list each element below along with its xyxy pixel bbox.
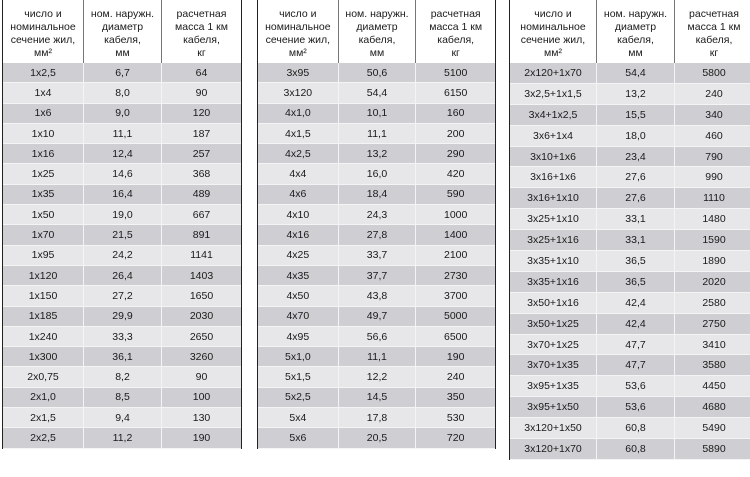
mass-per-km-cell: 1890 — [674, 251, 750, 271]
table-row — [3, 428, 241, 448]
cable-table-3 — [509, 0, 750, 460]
table-row — [510, 355, 750, 376]
cores-section-cell: 5x4 — [289, 411, 307, 424]
mass-per-km-cell: 350 — [415, 388, 495, 407]
table-row — [3, 408, 241, 428]
table-row — [3, 144, 241, 164]
mass-per-km-cell: 530 — [415, 408, 495, 427]
cores-section-cell: 4x2,5 — [284, 147, 311, 160]
mass-per-km-cell: 3410 — [674, 335, 750, 355]
cores-section-cell: 1x25 — [31, 168, 55, 181]
mass-per-km-cell: 2100 — [415, 246, 495, 265]
outer-diameter-cell: 19,0 — [83, 205, 161, 224]
header-outer-diameter: ном. наружн. диаметр кабеля, мм — [83, 0, 161, 63]
outer-diameter-cell: 36,5 — [596, 272, 674, 292]
outer-diameter-cell: 13,2 — [338, 144, 416, 163]
table-row — [258, 266, 495, 286]
table-row — [510, 397, 750, 418]
table-body — [3, 63, 241, 449]
outer-diameter-cell: 8,0 — [83, 83, 161, 102]
mass-per-km-cell: 240 — [674, 84, 750, 104]
outer-diameter-cell: 26,4 — [83, 266, 161, 285]
outer-diameter-cell: 56,6 — [338, 327, 416, 346]
outer-diameter-cell: 16,4 — [83, 185, 161, 204]
cores-section-cell: 2x120+1x70 — [524, 66, 582, 79]
table-row — [3, 286, 241, 306]
outer-diameter-cell: 18,0 — [596, 126, 674, 146]
mass-per-km-cell: 667 — [161, 205, 241, 224]
cores-section-cell: 1x70 — [31, 229, 55, 242]
cores-section-cell: 3x120 — [283, 86, 313, 99]
table-row — [510, 418, 750, 439]
cores-section-cell: 1x240 — [28, 330, 58, 343]
cores-section-cell: 1x16 — [31, 147, 55, 160]
mass-per-km-cell: 187 — [161, 124, 241, 143]
cores-section-cell: 1x185 — [28, 310, 58, 323]
mass-per-km-cell: 489 — [161, 185, 241, 204]
outer-diameter-cell: 14,5 — [338, 388, 416, 407]
table-row — [510, 63, 750, 84]
cores-section-cell: 2x0,75 — [27, 371, 59, 384]
mass-per-km-cell: 190 — [161, 428, 241, 447]
mass-per-km-cell: 2030 — [161, 307, 241, 326]
cores-section-cell: 5x1,0 — [284, 350, 311, 363]
cores-section-cell: 4x1,0 — [284, 107, 311, 120]
outer-diameter-cell: 33,3 — [83, 327, 161, 346]
mass-per-km-cell: 1141 — [161, 246, 241, 265]
table-row — [3, 246, 241, 266]
outer-diameter-cell: 33,7 — [338, 246, 416, 265]
table-row — [3, 388, 241, 408]
table-row — [510, 439, 750, 460]
cores-section-cell: 5x1,5 — [284, 371, 311, 384]
cores-section-cell: 2x1,5 — [30, 411, 56, 424]
cores-section-cell: 3x35+1x16 — [527, 275, 579, 288]
outer-diameter-cell: 21,5 — [83, 225, 161, 244]
mass-per-km-cell: 190 — [415, 347, 495, 366]
table-row — [3, 367, 241, 387]
table-header — [510, 0, 750, 63]
outer-diameter-cell: 53,6 — [596, 397, 674, 417]
mass-per-km-cell: 790 — [674, 147, 750, 167]
header-mass-per-km: расчетная масса 1 км кабеля, кг — [674, 0, 750, 63]
outer-diameter-cell: 49,7 — [338, 307, 416, 326]
outer-diameter-cell: 11,1 — [338, 124, 416, 143]
mass-per-km-cell: 240 — [415, 367, 495, 386]
table-row — [3, 225, 241, 245]
header-mass-per-km: расчетная масса 1 км кабеля, кг — [415, 0, 495, 63]
outer-diameter-cell: 14,6 — [83, 164, 161, 183]
cores-section-cell: 1x4 — [34, 86, 52, 99]
outer-diameter-cell: 27,8 — [338, 225, 416, 244]
cores-section-cell: 3x35+1x10 — [527, 254, 579, 267]
outer-diameter-cell: 12,4 — [83, 144, 161, 163]
table-row — [510, 126, 750, 147]
outer-diameter-cell: 17,8 — [338, 408, 416, 427]
mass-per-km-cell: 420 — [415, 164, 495, 183]
outer-diameter-cell: 42,4 — [596, 314, 674, 334]
mass-per-km-cell: 1400 — [415, 225, 495, 244]
outer-diameter-cell: 18,4 — [338, 185, 416, 204]
table-row — [258, 347, 495, 367]
table-row — [258, 205, 495, 225]
mass-per-km-cell: 100 — [161, 388, 241, 407]
table-row — [510, 147, 750, 168]
outer-diameter-cell: 13,2 — [596, 84, 674, 104]
mass-per-km-cell: 2020 — [674, 272, 750, 292]
table-row — [510, 105, 750, 126]
cores-section-cell: 3x95 — [286, 66, 310, 79]
cores-section-cell: 3x25+1x10 — [527, 213, 579, 226]
table-row — [510, 209, 750, 230]
outer-diameter-cell: 33,1 — [596, 230, 674, 250]
cores-section-cell: 3x70+1x25 — [527, 338, 579, 351]
outer-diameter-cell: 9,0 — [83, 104, 161, 123]
table-body — [510, 63, 750, 460]
table-row — [510, 84, 750, 105]
mass-per-km-cell: 3260 — [161, 347, 241, 366]
mass-per-km-cell: 290 — [415, 144, 495, 163]
outer-diameter-cell: 43,8 — [338, 286, 416, 305]
table-row — [510, 167, 750, 188]
table-row — [510, 251, 750, 272]
table-row — [3, 124, 241, 144]
mass-per-km-cell: 130 — [161, 408, 241, 427]
table-row — [258, 83, 495, 103]
mass-per-km-cell: 2650 — [161, 327, 241, 346]
outer-diameter-cell: 24,3 — [338, 205, 416, 224]
table-row — [3, 347, 241, 367]
table-row — [3, 185, 241, 205]
mass-per-km-cell: 368 — [161, 164, 241, 183]
table-row — [258, 327, 495, 347]
cores-section-cell: 4x35 — [286, 269, 310, 282]
cores-section-cell: 1x35 — [31, 188, 55, 201]
mass-per-km-cell: 5000 — [415, 307, 495, 326]
mass-per-km-cell: 2730 — [415, 266, 495, 285]
cores-section-cell: 3x6+1x4 — [533, 129, 573, 142]
mass-per-km-cell: 1403 — [161, 266, 241, 285]
header-cores-section: число и номинальное сечение жил, мм² — [10, 7, 76, 59]
cable-table-2 — [257, 0, 496, 449]
cores-section-cell: 4x10 — [286, 208, 310, 221]
mass-per-km-cell: 4680 — [674, 397, 750, 417]
outer-diameter-cell: 53,6 — [596, 376, 674, 396]
header-outer-diameter: ном. наружн. диаметр кабеля, мм — [596, 0, 674, 63]
table-row — [258, 104, 495, 124]
outer-diameter-cell: 47,7 — [596, 355, 674, 375]
cores-section-cell: 1x6 — [34, 107, 52, 120]
cores-section-cell: 4x1,5 — [284, 127, 311, 140]
cores-section-cell: 3x50+1x25 — [527, 317, 579, 330]
cores-section-cell: 4x70 — [286, 310, 310, 323]
mass-per-km-cell: 460 — [674, 126, 750, 146]
mass-per-km-cell: 1110 — [674, 188, 750, 208]
table-row — [258, 408, 495, 428]
outer-diameter-cell: 60,8 — [596, 439, 674, 459]
outer-diameter-cell: 36,5 — [596, 251, 674, 271]
mass-per-km-cell: 257 — [161, 144, 241, 163]
outer-diameter-cell: 50,6 — [338, 63, 416, 82]
outer-diameter-cell: 6,7 — [83, 63, 161, 82]
table-header — [3, 0, 241, 63]
mass-per-km-cell: 3700 — [415, 286, 495, 305]
mass-per-km-cell: 2750 — [674, 314, 750, 334]
mass-per-km-cell: 1480 — [674, 209, 750, 229]
mass-per-km-cell: 6150 — [415, 83, 495, 102]
outer-diameter-cell: 27,2 — [83, 286, 161, 305]
outer-diameter-cell: 24,2 — [83, 246, 161, 265]
table-row — [258, 185, 495, 205]
outer-diameter-cell: 15,5 — [596, 105, 674, 125]
outer-diameter-cell: 11,1 — [338, 347, 416, 366]
mass-per-km-cell: 160 — [415, 104, 495, 123]
cores-section-cell: 1x150 — [28, 289, 58, 302]
outer-diameter-cell: 8,5 — [83, 388, 161, 407]
mass-per-km-cell: 720 — [415, 428, 495, 447]
cores-section-cell: 3x120+1x70 — [524, 442, 582, 455]
mass-per-km-cell: 5800 — [674, 63, 750, 83]
cores-section-cell: 5x2,5 — [284, 391, 311, 404]
outer-diameter-cell: 11,1 — [83, 124, 161, 143]
cores-section-cell: 2x1,0 — [30, 391, 56, 404]
outer-diameter-cell: 54,4 — [338, 83, 416, 102]
table-row — [3, 164, 241, 184]
cores-section-cell: 3x16+1x6 — [530, 171, 576, 184]
cores-section-cell: 3x2,5+1x1,5 — [524, 87, 582, 100]
mass-per-km-cell: 1590 — [674, 230, 750, 250]
outer-diameter-cell: 12,2 — [338, 367, 416, 386]
table-row — [510, 376, 750, 397]
cores-section-cell: 4x4 — [289, 168, 307, 181]
table-row — [258, 124, 495, 144]
cores-section-cell: 3x120+1x50 — [524, 422, 582, 435]
table-row — [510, 272, 750, 293]
table-row — [510, 188, 750, 209]
mass-per-km-cell: 590 — [415, 185, 495, 204]
outer-diameter-cell: 54,4 — [596, 63, 674, 83]
cores-section-cell: 5x6 — [289, 431, 307, 444]
outer-diameter-cell: 36,1 — [83, 347, 161, 366]
table-header — [258, 0, 495, 63]
table-row — [3, 266, 241, 286]
header-mass-per-km: расчетная масса 1 км кабеля, кг — [161, 0, 241, 63]
mass-per-km-cell: 3580 — [674, 355, 750, 375]
cores-section-cell: 1x120 — [28, 269, 58, 282]
cores-section-cell: 2x2,5 — [30, 431, 56, 444]
header-cores-section: число и номинальное сечение жил, мм² — [520, 7, 586, 59]
table-row — [510, 314, 750, 335]
mass-per-km-cell: 2580 — [674, 293, 750, 313]
table-row — [258, 246, 495, 266]
outer-diameter-cell: 23,4 — [596, 147, 674, 167]
table-row — [510, 335, 750, 356]
table-row — [258, 63, 495, 83]
table-row — [258, 388, 495, 408]
mass-per-km-cell: 1650 — [161, 286, 241, 305]
table-row — [510, 293, 750, 314]
cores-section-cell: 4x50 — [286, 289, 310, 302]
mass-per-km-cell: 90 — [161, 367, 241, 386]
table-row — [258, 307, 495, 327]
mass-per-km-cell: 990 — [674, 167, 750, 187]
cores-section-cell: 1x2,5 — [30, 66, 56, 79]
table-row — [258, 164, 495, 184]
outer-diameter-cell: 10,1 — [338, 104, 416, 123]
table-row — [3, 104, 241, 124]
table-row — [510, 230, 750, 251]
outer-diameter-cell: 42,4 — [596, 293, 674, 313]
mass-per-km-cell: 340 — [674, 105, 750, 125]
table-row — [3, 63, 241, 83]
outer-diameter-cell: 20,5 — [338, 428, 416, 447]
table-row — [258, 428, 495, 448]
outer-diameter-cell: 9,4 — [83, 408, 161, 427]
outer-diameter-cell: 16,0 — [338, 164, 416, 183]
outer-diameter-cell: 47,7 — [596, 335, 674, 355]
cores-section-cell: 1x10 — [31, 127, 55, 140]
outer-diameter-cell: 29,9 — [83, 307, 161, 326]
cores-section-cell: 3x4+1x2,5 — [528, 108, 578, 121]
outer-diameter-cell: 11,2 — [83, 428, 161, 447]
table-row — [258, 367, 495, 387]
table-body — [258, 63, 495, 449]
outer-diameter-cell: 8,2 — [83, 367, 161, 386]
mass-per-km-cell: 1000 — [415, 205, 495, 224]
outer-diameter-cell: 60,8 — [596, 418, 674, 438]
cores-section-cell: 3x16+1x10 — [527, 192, 579, 205]
table-row — [3, 205, 241, 225]
cores-section-cell: 4x16 — [286, 229, 310, 242]
mass-per-km-cell: 5100 — [415, 63, 495, 82]
table-row — [3, 83, 241, 103]
cores-section-cell: 4x6 — [289, 188, 307, 201]
cores-section-cell: 4x25 — [286, 249, 310, 262]
mass-per-km-cell: 891 — [161, 225, 241, 244]
mass-per-km-cell: 64 — [161, 63, 241, 82]
mass-per-km-cell: 4450 — [674, 376, 750, 396]
cores-section-cell: 1x300 — [28, 350, 58, 363]
mass-per-km-cell: 120 — [161, 104, 241, 123]
outer-diameter-cell: 33,1 — [596, 209, 674, 229]
cores-section-cell: 1x50 — [31, 208, 55, 221]
outer-diameter-cell: 27,6 — [596, 188, 674, 208]
table-row — [3, 327, 241, 347]
header-outer-diameter: ном. наружн. диаметр кабеля, мм — [338, 0, 416, 63]
mass-per-km-cell: 6500 — [415, 327, 495, 346]
mass-per-km-cell: 5490 — [674, 418, 750, 438]
mass-per-km-cell: 200 — [415, 124, 495, 143]
cores-section-cell: 3x95+1x35 — [527, 380, 579, 393]
outer-diameter-cell: 27,6 — [596, 167, 674, 187]
table-row — [258, 144, 495, 164]
outer-diameter-cell: 37,7 — [338, 266, 416, 285]
cores-section-cell: 3x10+1x6 — [530, 150, 576, 163]
cores-section-cell: 4x95 — [286, 330, 310, 343]
cable-table-1 — [2, 0, 242, 449]
table-row — [258, 225, 495, 245]
cores-section-cell: 1x95 — [31, 249, 55, 262]
table-row — [3, 307, 241, 327]
cores-section-cell: 3x95+1x50 — [527, 401, 579, 414]
mass-per-km-cell: 90 — [161, 83, 241, 102]
cores-section-cell: 3x25+1x16 — [527, 234, 579, 247]
table-row — [258, 286, 495, 306]
cores-section-cell: 3x70+1x35 — [527, 359, 579, 372]
header-cores-section: число и номинальное сечение жил, мм² — [265, 7, 331, 59]
cores-section-cell: 3x50+1x16 — [527, 296, 579, 309]
mass-per-km-cell: 5890 — [674, 439, 750, 459]
